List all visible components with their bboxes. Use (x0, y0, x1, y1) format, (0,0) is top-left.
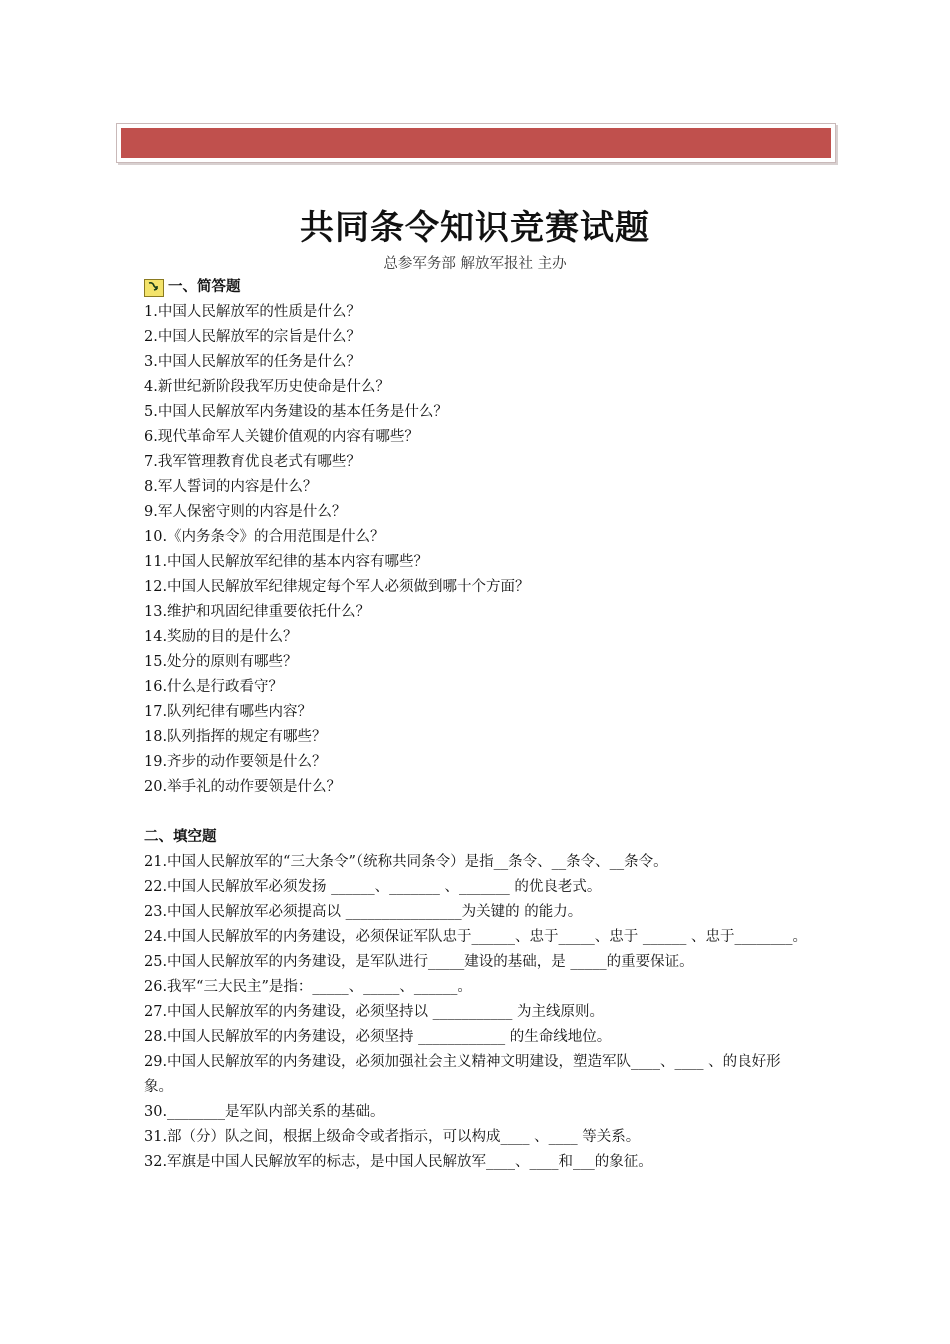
banner-bar (121, 128, 831, 158)
page-subtitle: 总参军务部 解放军报社 主办 (383, 256, 567, 272)
question-item: 10.《内务条令》的合用范围是什么？ (144, 529, 385, 545)
question-item: 31.部（分）队之间，根据上级命令或者指示，可以构成____ 、____ 等关系。 (144, 1129, 641, 1145)
header-banner (116, 123, 836, 163)
document-body (144, 275, 809, 1175)
question-item: 22.中国人民解放军必须发扬 ______、_______ 、_______ 的优良老式。 (144, 879, 602, 895)
question-item: 23.中国人民解放军必须提高以 ________________为关键的 的能力。 (144, 904, 583, 920)
fill-blank-list (144, 850, 809, 1175)
section-short-answer (144, 275, 809, 300)
question-item: 26.我军“三大民主”是指：_____、_____、______。 (144, 979, 472, 995)
question-item: 16.什么是行政看守？ (144, 679, 284, 695)
question-item: 7.我军管理教育优良老式有哪些？ (144, 454, 361, 470)
question-item: 14.奖励的目的是什么？ (144, 629, 298, 645)
question-item: 18.队列指挥的规定有哪些？ (144, 729, 327, 745)
question-item: 15.处分的原则有哪些？ (144, 654, 298, 670)
question-item: 17.队列纪律有哪些内容？ (144, 704, 313, 720)
question-item: 27.中国人民解放军的内务建设，必须坚持以 ___________ 为主线原则。 (144, 1004, 605, 1020)
question-item: 32.军旗是中国人民解放军的标志，是中国人民解放军____、____和___的象征。 (144, 1154, 653, 1170)
question-item: 29.中国人民解放军的内务建设，必须加强社会主义精神文明建设，塑造军队____、____ 、的良好形象。 (144, 1054, 781, 1095)
section-heading: 一、简答题 (168, 279, 241, 295)
question-item: 4.新世纪新阶段我军历史使命是什么？ (144, 379, 390, 395)
arrow-note-icon (144, 279, 164, 297)
question-item: 2.中国人民解放军的宗旨是什么？ (144, 329, 361, 345)
question-item: 5.中国人民解放军内务建设的基本任务是什么？ (144, 404, 448, 420)
question-item: 11.中国人民解放军纪律的基本内容有哪些？ (144, 554, 429, 570)
question-item: 28.中国人民解放军的内务建设，必须坚持 ____________ 的生命线地位。 (144, 1029, 612, 1045)
section-fill-blank (144, 825, 809, 850)
question-item: 24.中国人民解放军的内务建设，必须保证军队忠于______、忠于_____、忠于 ______ 、忠于________。 (144, 929, 808, 945)
question-item: 25.中国人民解放军的内务建设，是军队进行_____建设的基础，是 _____的重要保证。 (144, 954, 694, 970)
question-item: 3.中国人民解放军的任务是什么？ (144, 354, 361, 370)
question-item: 13.维护和巩固纪律重要依托什么？ (144, 604, 371, 620)
section-heading: 二、填空题 (144, 829, 217, 845)
question-item: 19.齐步的动作要领是什么？ (144, 754, 327, 770)
short-answer-list (144, 300, 809, 800)
section-gap (144, 800, 809, 825)
question-item: 12.中国人民解放军纪律规定每个军人必须做到哪十个方面？ (144, 579, 530, 595)
question-item: 1.中国人民解放军的性质是什么？ (144, 304, 361, 320)
question-item: 8.军人誓词的内容是什么？ (144, 479, 318, 495)
question-item: 21.中国人民解放军的“三大条令”（统称共同条令）是指__条令、__条令、__条令。 (144, 854, 668, 870)
question-item: 30.________是军队内部关系的基础。 (144, 1104, 385, 1120)
question-item: 6.现代革命军人关键价值观的内容有哪些？ (144, 429, 419, 445)
question-item: 9.军人保密守则的内容是什么？ (144, 504, 347, 520)
question-item: 20.举手礼的动作要领是什么？ (144, 779, 342, 795)
page-title: 共同条令知识竞赛试题 (300, 208, 650, 248)
